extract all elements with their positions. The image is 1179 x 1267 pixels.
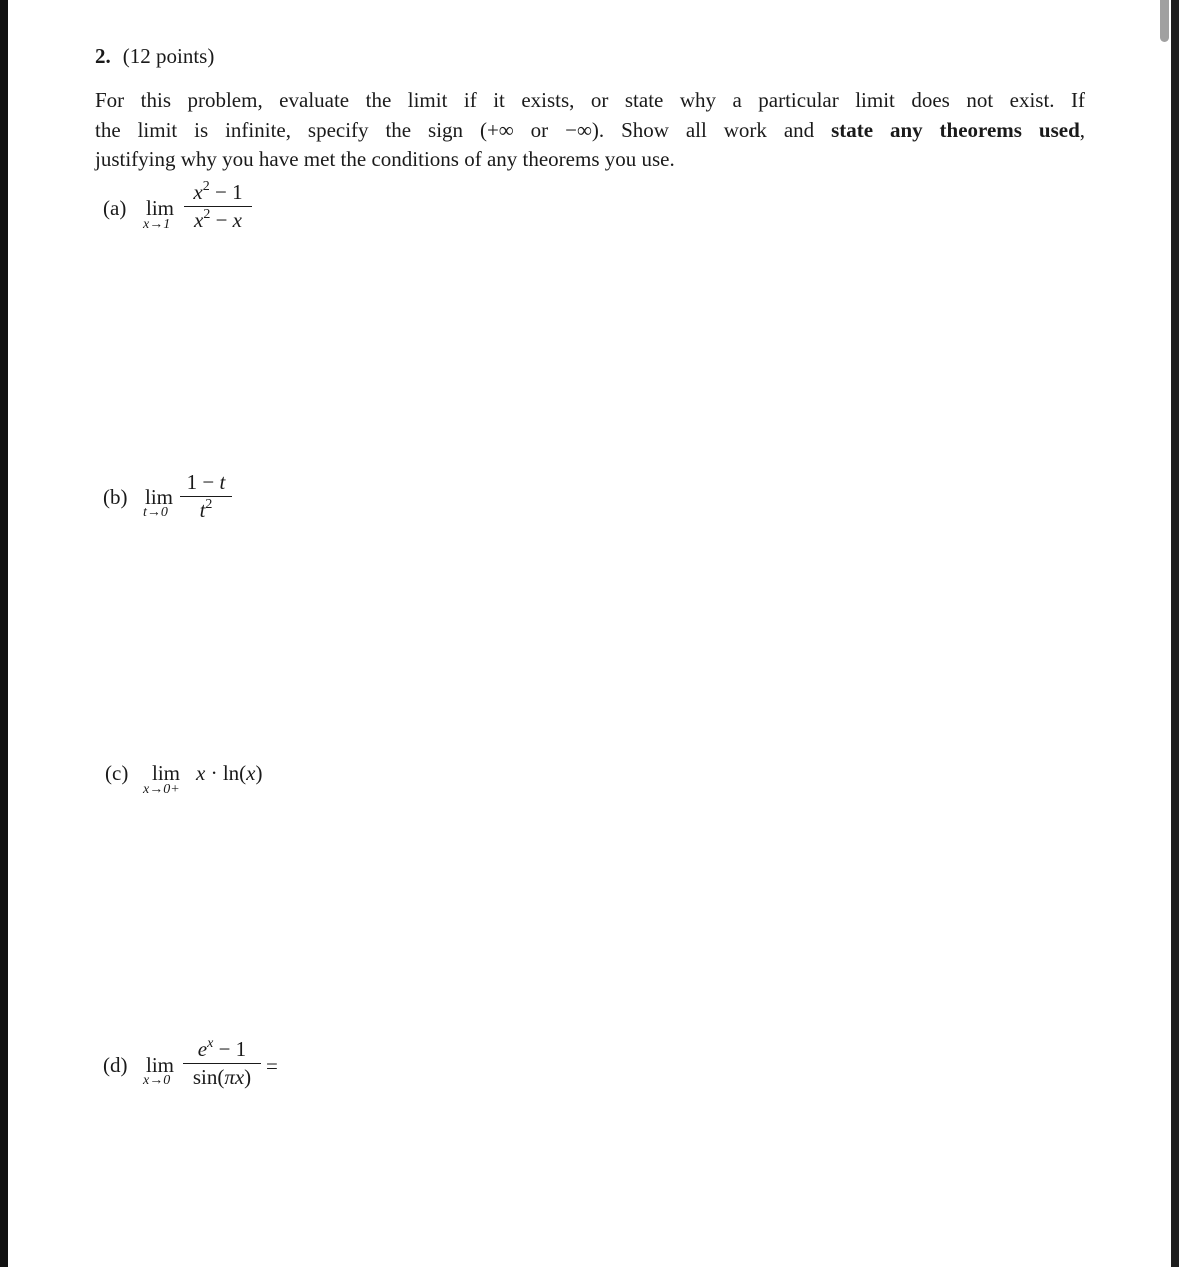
instruction-text: the limit is infinite, specify the sign (+∞ or −∞). Show all work and	[95, 117, 832, 142]
lim-operator: lim	[145, 485, 174, 509]
equals-sign: =	[266, 1054, 278, 1078]
instruction-line-2	[95, 116, 1085, 146]
problem-instructions	[95, 86, 1085, 175]
fraction	[180, 470, 232, 523]
part-label: (d)	[103, 1053, 128, 1077]
numerator: $x^2 - 1$	[193, 179, 243, 204]
instruction-emphasis: state any theorems used	[831, 117, 1080, 142]
lim-subscript: t→0	[143, 505, 168, 520]
numerator: 1 − t	[186, 470, 226, 494]
fraction-bar	[183, 1063, 261, 1064]
lim-subscript: x→1	[143, 217, 171, 232]
problem-points: (12 points)	[122, 44, 215, 68]
numerator: $e^x - 1$	[197, 1036, 247, 1061]
fraction	[183, 1037, 261, 1090]
denominator: sin(πx)	[192, 1065, 252, 1090]
part-label: (a)	[103, 196, 127, 220]
scrollbar-thumb[interactable]	[1160, 0, 1169, 42]
denominator: $t^2$	[199, 497, 213, 523]
problem-heading	[95, 44, 1095, 69]
lim-operator: lim	[146, 1053, 175, 1077]
lim-operator: lim	[146, 196, 175, 220]
part-label: (c)	[105, 761, 129, 785]
left-border	[0, 0, 8, 1267]
fraction	[184, 180, 252, 233]
lim-subscript: x→0+	[143, 782, 180, 797]
denominator: $x^2 - x$	[194, 207, 242, 233]
limit-expression: x · ln(x)	[196, 761, 263, 785]
instruction-line-3: justifying why you have met the conditions of any theorems you use.	[95, 147, 675, 171]
lim-operator: lim	[152, 761, 181, 785]
problem-header	[95, 44, 1095, 69]
lim-subscript: x→0	[143, 1073, 171, 1088]
instruction-line-1: For this problem, evaluate the limit if it exists, or state why a particular limit does not exist. If	[95, 88, 1085, 112]
problem-number: 2.	[95, 44, 111, 68]
part-label: (b)	[103, 485, 128, 509]
right-scrollbar-track[interactable]	[1171, 0, 1179, 1267]
instruction-comma: ,	[1079, 117, 1085, 142]
